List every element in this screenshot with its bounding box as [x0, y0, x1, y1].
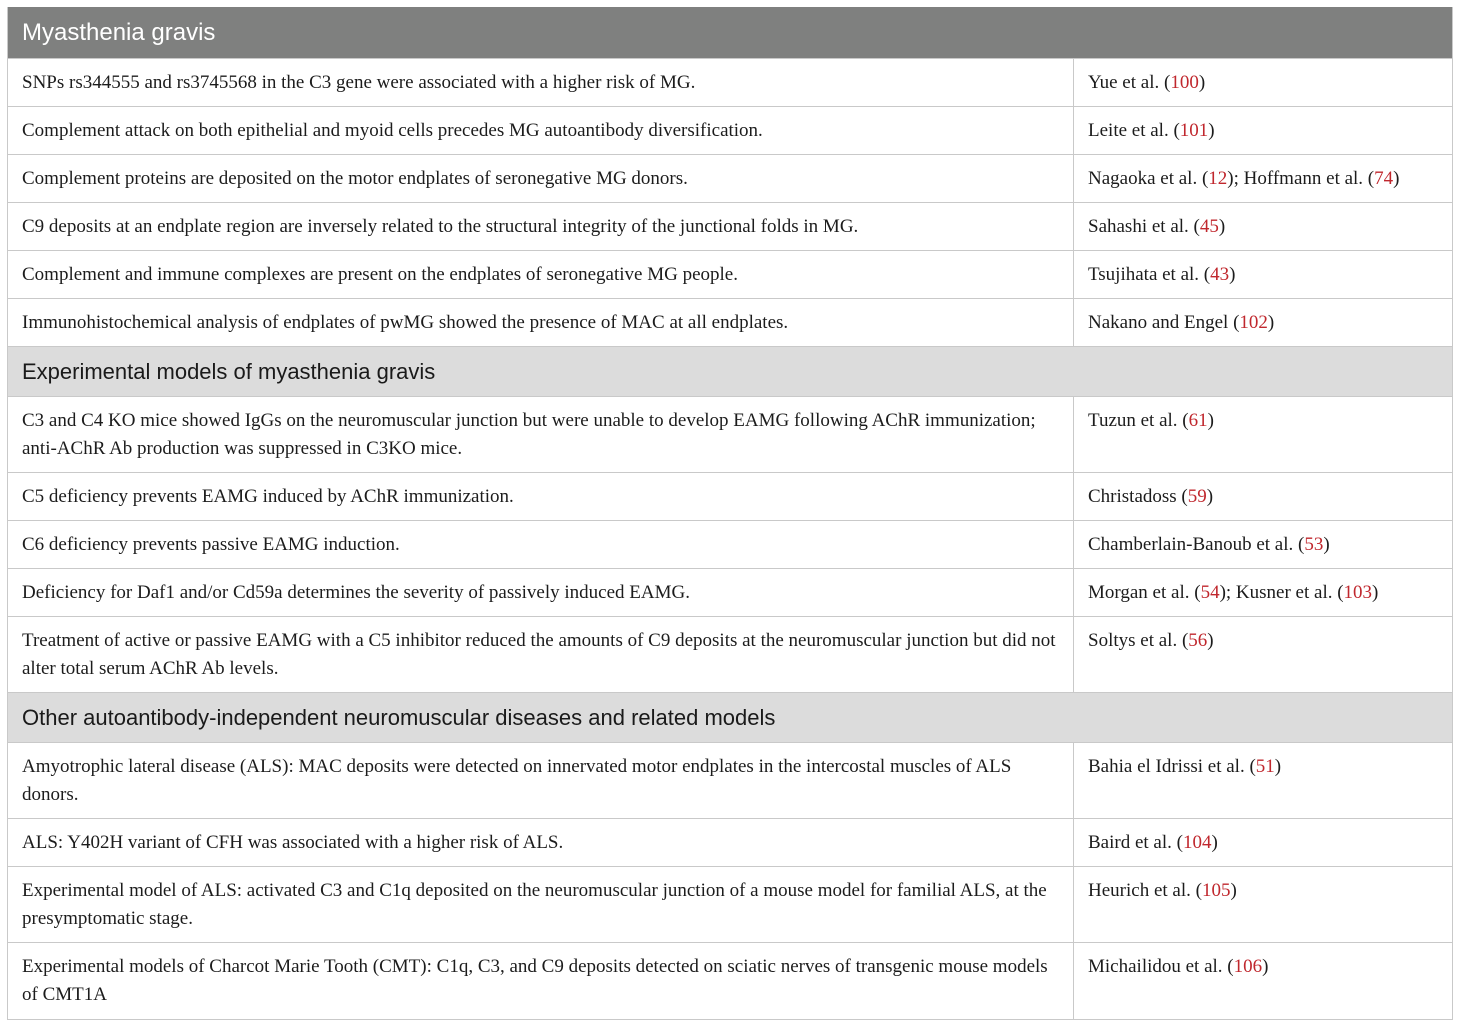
reference-cell: Tsujihata et al. (43): [1088, 264, 1236, 285]
citation-link[interactable]: 53: [1304, 534, 1324, 555]
reference-cell: Heurich et al. (105): [1088, 880, 1237, 901]
finding-cell: Complement attack on both epithelial and myoid cells precedes MG autoantibody diversification.: [8, 107, 1074, 154]
finding-cell: SNPs rs344555 and rs3745568 in the C3 gene were associated with a higher risk of MG.: [8, 59, 1074, 106]
finding-cell: Experimental models of Charcot Marie Tooth (CMT): C1q, C3, and C9 deposits detected on sciatic nerves of transgenic mouse models of CMT1A: [8, 943, 1074, 1019]
citation-link[interactable]: 103: [1343, 582, 1373, 603]
citation-link[interactable]: 54: [1200, 582, 1220, 603]
finding-cell: Immunohistochemical analysis of endplates of pwMG showed the presence of MAC at all endplates.: [8, 299, 1074, 346]
citation-link[interactable]: 101: [1179, 120, 1209, 141]
table-row: [8, 473, 1452, 521]
reference-cell: Leite et al. (101): [1088, 120, 1215, 141]
table-row: [8, 59, 1452, 107]
table-row: [8, 203, 1452, 251]
finding-cell: Deficiency for Daf1 and/or Cd59a determines the severity of passively induced EAMG.: [8, 569, 1074, 616]
reference-cell: Michailidou et al. (106): [1088, 956, 1269, 977]
finding-cell: Experimental model of ALS: activated C3 and C1q deposited on the neuromuscular junction of a mouse model for familial ALS, at the presymptomatic stage.: [8, 867, 1074, 942]
section-header: Other autoantibody-independent neuromuscular diseases and related models: [8, 693, 1452, 743]
reference-cell: Morgan et al. (54); Kusner et al. (103): [1088, 582, 1379, 603]
reference-cell: Christadoss (59): [1088, 486, 1214, 507]
reference-cell: Soltys et al. (56): [1088, 630, 1214, 651]
reference-cell: Nagaoka et al. (12); Hoffmann et al. (74): [1088, 168, 1400, 189]
finding-cell: C3 and C4 KO mice showed IgGs on the neuromuscular junction but were unable to develop EAMG following AChR immunization; anti-AChR Ab production was suppressed in C3KO mice.: [8, 397, 1074, 472]
citation-link[interactable]: 59: [1187, 486, 1207, 507]
citation-link[interactable]: 45: [1199, 216, 1219, 237]
findings-table: [7, 7, 1453, 1020]
table-row: [8, 107, 1452, 155]
table-row: [8, 819, 1452, 867]
citation-link[interactable]: 12: [1208, 168, 1228, 189]
finding-cell: Treatment of active or passive EAMG with a C5 inhibitor reduced the amounts of C9 deposits at the neuromuscular junction but did not alter total serum AChR Ab levels.: [8, 617, 1074, 692]
table-row: [8, 299, 1452, 347]
table-row: [8, 867, 1452, 943]
finding-cell: C6 deficiency prevents passive EAMG induction.: [8, 521, 1074, 568]
reference-cell: Sahashi et al. (45): [1088, 216, 1226, 237]
table-row: [8, 569, 1452, 617]
reference-cell: Nakano and Engel (102): [1088, 312, 1275, 333]
table-row: [8, 155, 1452, 203]
reference-cell: Baird et al. (104): [1088, 832, 1218, 853]
reference-cell: Yue et al. (100): [1088, 72, 1206, 93]
citation-link[interactable]: 74: [1374, 168, 1394, 189]
citation-link[interactable]: 61: [1188, 410, 1208, 431]
table-row: [8, 943, 1452, 1019]
finding-cell: C9 deposits at an endplate region are inversely related to the structural integrity of the junctional folds in MG.: [8, 203, 1074, 250]
citation-link[interactable]: 106: [1233, 956, 1263, 977]
citation-link[interactable]: 100: [1170, 72, 1199, 93]
citation-link[interactable]: 102: [1239, 312, 1268, 333]
reference-cell: Bahia el Idrissi et al. (51): [1088, 756, 1282, 777]
table-row: [8, 521, 1452, 569]
table-row: [8, 617, 1452, 693]
section-header: Experimental models of myasthenia gravis: [8, 347, 1452, 397]
reference-cell: Chamberlain-Banoub et al. (53): [1088, 534, 1330, 555]
reference-cell: Tuzun et al. (61): [1088, 410, 1214, 431]
citation-link[interactable]: 51: [1255, 756, 1275, 777]
citation-link[interactable]: 43: [1210, 264, 1230, 285]
table-row: [8, 251, 1452, 299]
finding-cell: Complement proteins are deposited on the motor endplates of seronegative MG donors.: [8, 155, 1074, 202]
table-row: [8, 743, 1452, 819]
finding-cell: Complement and immune complexes are present on the endplates of seronegative MG people.: [8, 251, 1074, 298]
section-header: Myasthenia gravis: [8, 7, 1452, 59]
finding-cell: ALS: Y402H variant of CFH was associated with a higher risk of ALS.: [8, 819, 1074, 866]
table-row: [8, 397, 1452, 473]
citation-link[interactable]: 105: [1201, 880, 1231, 901]
finding-cell: Amyotrophic lateral disease (ALS): MAC deposits were detected on innervated motor endplates in the intercostal muscles of ALS donors.: [8, 743, 1074, 818]
citation-link[interactable]: 104: [1182, 832, 1212, 853]
citation-link[interactable]: 56: [1188, 630, 1208, 651]
finding-cell: C5 deficiency prevents EAMG induced by AChR immunization.: [8, 473, 1074, 520]
